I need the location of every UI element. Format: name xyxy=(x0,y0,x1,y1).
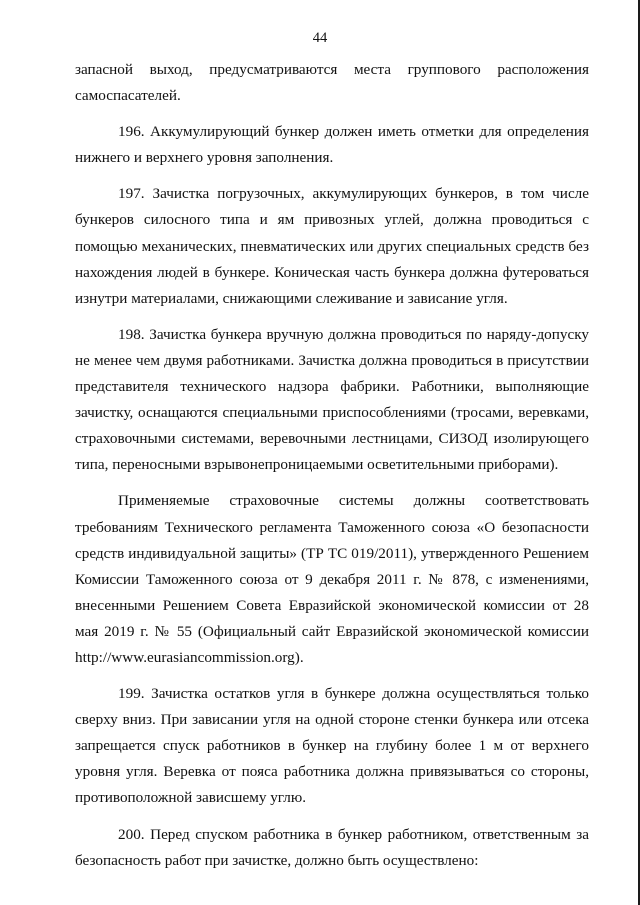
paragraph-200: 200. Перед спуском работника в бункер работником, ответственным за безопасность работ при зачистке, должно быть осуществлено: xyxy=(75,825,589,869)
paragraph-continuation: запасной выход, предусматриваются места группового расположения самоспасателей. xyxy=(75,61,589,105)
paragraph-safety-systems: Применяемые страховочные системы должны соответствовать требованиям Технического регламента Таможенного союза «О безопасности средств индивидуальной защиты» (ТР ТС 019/2011), утвержденного Решением Комиссии Таможенного союза от 9 декабря 2011 г. № 878, с изменениями, внесенными Решением Совета Евразийской экономической комиссии от 28 мая 2019 г. № 55 (Официальный сайт Евразийской экономической комиссии http://www.eurasiancommission.org). xyxy=(75,492,589,666)
document-body xyxy=(75,57,589,884)
paragraph-198: 198. Зачистка бункера вручную должна проводиться по наряду-допуску не менее чем двумя работниками. Зачистка должна проводиться в присутствии представителя технического надзора фабрики. Работники, выполняющие зачистку, оснащаются специальными приспособлениями (тросами, веревками, страховочными системами, веревочными лестницами, СИЗОД изолирующего типа, переносными взрывонепроницаемыми осветительными приборами). xyxy=(75,325,589,474)
paragraph-196: 196. Аккумулирующий бункер должен иметь отметки для определения нижнего и верхнего уровня заполнения. xyxy=(75,123,589,167)
page-number: 44 xyxy=(312,30,328,46)
paragraph-197: 197. Зачистка погрузочных, аккумулирующих бункеров, в том числе бункеров силосного типа и ям привозных углей, должна проводиться с помощью механических, пневматических или других специальных средств без нахождения людей в бункере. Коническая часть бункера должна футероваться изнутри материалами, снижающими слеживание и зависание угля. xyxy=(75,185,589,307)
paragraph-199: 199. Зачистка остатков угля в бункере должна осуществляться только сверху вниз. При зависании угля на одной стороне стенки бункера или отсека запрещается спуск работников в бункер на глубину более 1 м от верхнего уровня угля. Веревка от пояса работника должна привязываться со стороны, противоположной зависшему углю. xyxy=(75,685,589,807)
